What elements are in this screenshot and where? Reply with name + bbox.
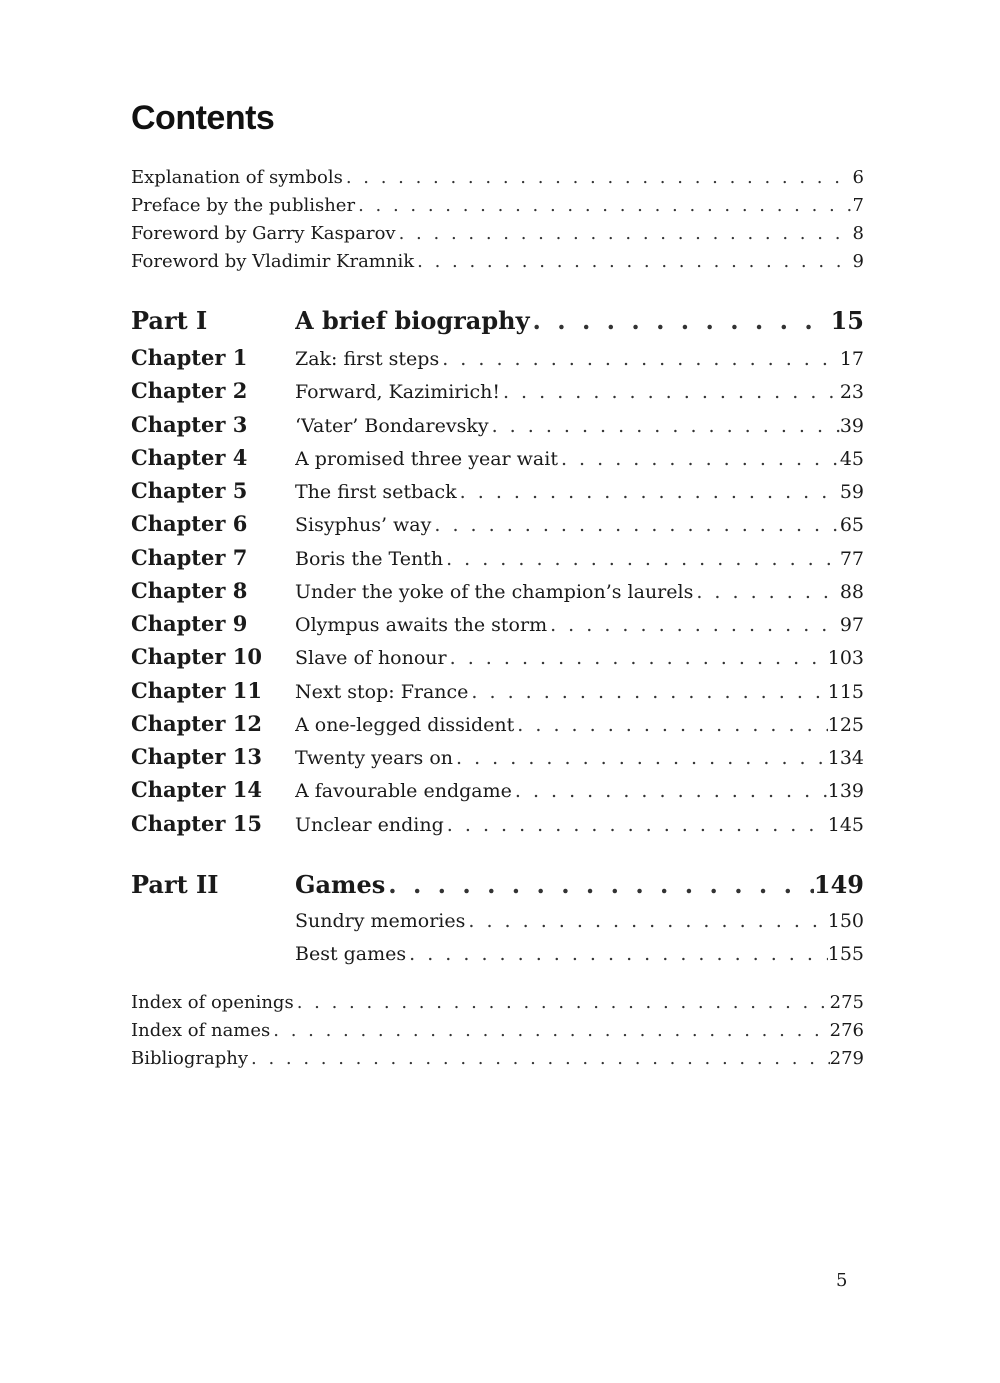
part-label: Part I: [131, 306, 208, 335]
dot-leader: [693, 576, 839, 609]
dot-leader: [547, 609, 840, 642]
toc-entry-label: Index of names: [131, 1020, 271, 1041]
dot-leader: [489, 410, 840, 443]
dot-leader: [514, 709, 827, 742]
chapter-label: Chapter 2: [131, 378, 248, 404]
dot-leader: [465, 905, 827, 938]
chapter-entry-7[interactable]: [131, 541, 864, 574]
chapter-page: 65: [839, 514, 864, 537]
part-label: Part II: [131, 870, 219, 899]
chapter-label: Chapter 3: [131, 411, 248, 437]
dot-leader: [447, 642, 828, 675]
chapter-page: 88: [839, 580, 864, 603]
toc-entry-label: Explanation of symbols: [131, 167, 343, 188]
toc-entry-label: Foreword by Garry Kasparov: [131, 223, 396, 244]
chapter-label: Chapter 6: [131, 511, 248, 537]
toc-entry-page: 279: [829, 1048, 864, 1069]
section-entry-best-games[interactable]: [131, 938, 864, 971]
toc-entry-page: 8: [852, 223, 864, 244]
toc-entry-foreword-kasparov[interactable]: [131, 220, 864, 248]
chapter-entry-15[interactable]: [131, 807, 864, 840]
part-one-section: [131, 301, 864, 840]
chapter-entry-2[interactable]: [131, 374, 864, 407]
dot-leader: [453, 742, 828, 775]
chapter-entry-13[interactable]: [131, 740, 864, 773]
part-two-heading[interactable]: [131, 865, 864, 905]
back-matter-list: [131, 989, 864, 1073]
chapter-title: Twenty years on: [295, 747, 454, 769]
dot-leader: [406, 938, 828, 971]
section-title: Best games: [295, 943, 407, 966]
toc-entry-page: 7: [852, 195, 864, 216]
chapter-title: Under the yoke of the champion’s laurels: [295, 580, 694, 603]
toc-entry-index-of-openings[interactable]: [131, 989, 864, 1017]
toc-entry-page: 276: [829, 1020, 864, 1041]
chapter-label: Chapter 4: [131, 444, 248, 470]
section-page: 155: [827, 943, 864, 966]
toc-entry-bibliography[interactable]: [131, 1045, 864, 1073]
chapter-label: Chapter 12: [131, 710, 262, 736]
toc-entry-index-of-names[interactable]: [131, 1017, 864, 1045]
chapter-title: Boris the Tenth: [295, 547, 444, 570]
toc-entry-label: Preface by the publisher: [131, 195, 356, 216]
chapter-entry-8[interactable]: [131, 574, 864, 607]
chapter-title: A promised three year wait: [295, 447, 558, 470]
dot-leader: [294, 989, 830, 1017]
part-two-section: [131, 865, 864, 972]
chapter-entry-14[interactable]: [131, 773, 864, 806]
dot-leader: [444, 809, 828, 842]
chapter-title: A favourable endgame: [295, 780, 512, 803]
toc-entry-page: 6: [852, 167, 864, 188]
chapter-page: 97: [839, 614, 864, 636]
toc-entry-preface[interactable]: [131, 192, 864, 220]
dot-leader: [385, 865, 814, 905]
dot-leader: [431, 509, 839, 542]
front-matter-list: [131, 164, 864, 276]
chapter-page: 17: [839, 348, 864, 370]
chapter-entry-10[interactable]: [131, 640, 864, 673]
chapter-title: ‘Vater’ Bondarevsky: [295, 414, 489, 437]
chapter-title: Next stop: France: [295, 680, 469, 703]
chapter-title: Zak: first steps: [295, 348, 440, 370]
chapter-label: Chapter 1: [131, 345, 248, 370]
dot-leader: [530, 301, 831, 341]
dot-leader: [558, 443, 840, 476]
part-page: 149: [813, 870, 864, 899]
chapter-label: Chapter 15: [131, 810, 262, 836]
chapter-page: 59: [839, 481, 864, 503]
chapter-page: 145: [827, 813, 864, 836]
chapter-label: Chapter 5: [131, 478, 248, 503]
dot-leader: [439, 343, 840, 376]
dot-leader: [270, 1017, 829, 1045]
dot-leader: [355, 192, 852, 220]
chapter-label: Chapter 9: [131, 611, 248, 636]
chapter-entry-5[interactable]: [131, 474, 864, 507]
chapter-entry-11[interactable]: [131, 674, 864, 707]
chapter-title: Unclear ending: [295, 813, 444, 836]
page-number: 5: [836, 1270, 848, 1291]
toc-entry-explanation-of-symbols[interactable]: [131, 164, 864, 192]
chapter-title: Forward, Kazimirich!: [295, 381, 500, 404]
chapter-title: Slave of honour: [295, 647, 447, 670]
dot-leader: [457, 476, 840, 509]
chapter-page: 103: [827, 647, 864, 670]
chapter-entry-9[interactable]: [131, 607, 864, 640]
dot-leader: [443, 543, 840, 576]
chapter-page: 139: [827, 780, 864, 803]
chapter-page: 39: [839, 414, 864, 437]
chapter-title: A one-legged dissident: [295, 713, 515, 736]
chapter-page: 77: [839, 547, 864, 570]
chapter-label: Chapter 10: [131, 644, 262, 670]
dot-leader: [468, 676, 827, 709]
chapter-page: 125: [827, 713, 864, 736]
chapter-entry-1[interactable]: [131, 341, 864, 374]
chapter-label: Chapter 8: [131, 577, 248, 603]
dot-leader: [500, 376, 840, 409]
section-title: Sundry memories: [295, 910, 466, 932]
chapter-entry-12[interactable]: [131, 707, 864, 740]
chapter-label: Chapter 13: [131, 744, 262, 769]
chapter-entry-4[interactable]: [131, 441, 864, 474]
chapter-label: Chapter 11: [131, 677, 262, 703]
dot-leader: [343, 164, 853, 192]
section-page: 150: [827, 910, 864, 932]
part-page: 15: [830, 306, 864, 335]
chapter-label: Chapter 14: [131, 777, 262, 803]
part-title: Games: [295, 870, 386, 899]
chapter-page: 134: [827, 747, 864, 769]
chapter-title: Sisyphus’ way: [295, 514, 432, 537]
chapter-title: The first setback: [295, 481, 457, 503]
page-title: Contents: [131, 99, 275, 137]
section-entry-sundry-memories[interactable]: [131, 905, 864, 938]
chapter-page: 115: [827, 680, 864, 703]
chapter-entry-6[interactable]: [131, 507, 864, 540]
chapter-label: Chapter 7: [131, 544, 248, 570]
dot-leader: [414, 248, 852, 276]
toc-entry-label: Bibliography: [131, 1048, 248, 1069]
toc-entry-page: 9: [852, 251, 864, 272]
toc-entry-label: Foreword by Vladimir Kramnik: [131, 251, 415, 272]
dot-leader: [396, 220, 853, 248]
chapter-page: 45: [839, 447, 864, 470]
dot-leader: [512, 775, 828, 808]
toc-entry-label: Index of openings: [131, 992, 294, 1013]
toc-entry-page: 275: [829, 992, 864, 1013]
chapter-title: Olympus awaits the storm: [295, 614, 548, 636]
part-one-heading[interactable]: [131, 301, 864, 341]
chapter-entry-3[interactable]: [131, 408, 864, 441]
toc-entry-foreword-kramnik[interactable]: [131, 248, 864, 276]
part-title: A brief biography: [295, 306, 530, 335]
dot-leader: [248, 1045, 830, 1073]
chapter-page: 23: [839, 381, 864, 404]
